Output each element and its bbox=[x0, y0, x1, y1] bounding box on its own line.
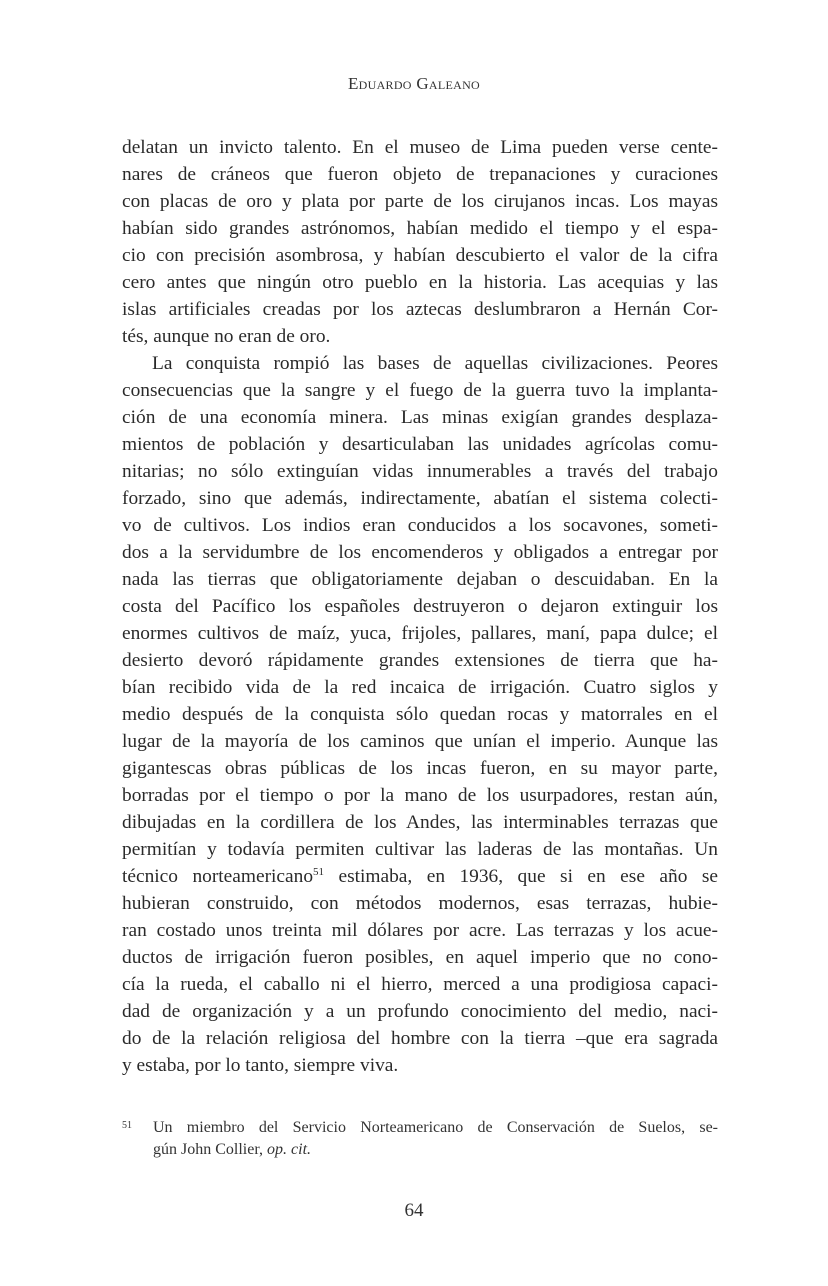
text-line: nada las tierras que obligatoriamente dejaban o descuidaban. En la bbox=[122, 569, 718, 590]
text-line: consecuencias que la sangre y el fuego de la guerra tuvo la implanta- bbox=[122, 380, 718, 401]
footnote-citation-italic: op. cit. bbox=[267, 1141, 312, 1158]
page-number: 64 bbox=[404, 1200, 424, 1221]
text-line: y estaba, por lo tanto, siempre viva. bbox=[122, 1055, 399, 1076]
text-line: ran costado unos treinta mil dólares por acre. Las terrazas y los acue- bbox=[122, 920, 718, 941]
text-line: delatan un invicto talento. En el museo de Lima pueden verse cente- bbox=[122, 137, 718, 158]
text-line: permitían y todavía permiten cultivar las laderas de las montañas. Un bbox=[122, 839, 718, 860]
text-line: dad de organización y a un profundo conocimiento del medio, naci- bbox=[122, 1001, 718, 1022]
text-line: con placas de oro y plata por parte de los cirujanos incas. Los mayas bbox=[122, 191, 718, 212]
footnote-51 bbox=[122, 1117, 718, 1161]
text-line: bían recibido vida de la red incaica de irrigación. Cuatro siglos y bbox=[122, 677, 718, 698]
footnote-reference-51[interactable]: 51 bbox=[313, 866, 325, 878]
text-line: dos a la servidumbre de los encomenderos y obligados a entregar por bbox=[122, 542, 718, 563]
text-line: nitarias; no sólo extinguían vidas innumerables a través del trabajo bbox=[122, 461, 718, 482]
paragraph-1 bbox=[122, 134, 718, 350]
body-text bbox=[122, 134, 718, 1079]
text-line: mientos de población y desarticulaban las unidades agrícolas comu- bbox=[122, 434, 718, 455]
text-line: vo de cultivos. Los indios eran conducidos a los socavones, someti- bbox=[122, 515, 718, 536]
text-line: ductos de irrigación fueron posibles, en aquel imperio que no cono- bbox=[122, 947, 718, 968]
text-line: costa del Pacífico los españoles destruyeron o dejaron extinguir los bbox=[122, 596, 718, 617]
text-line: enormes cultivos de maíz, yuca, frijoles, pallares, maní, papa dulce; el bbox=[122, 623, 718, 644]
text-line: borradas por el tiempo o por la mano de los usurpadores, restan aún, bbox=[122, 785, 718, 806]
text-line-with-footnote bbox=[122, 863, 718, 890]
text-line: cio con precisión asombrosa, y habían descubierto el valor de la cifra bbox=[122, 245, 718, 266]
text-line: lugar de la mayoría de los caminos que unían el imperio. Aunque las bbox=[122, 731, 718, 752]
text-line: La conquista rompió las bases de aquellas civilizaciones. Peores bbox=[152, 353, 718, 374]
footnote-line bbox=[153, 1139, 718, 1161]
text-line: gigantescas obras públicas de los incas fueron, en su mayor parte, bbox=[122, 758, 718, 779]
text-line: dibujadas en la cordillera de los Andes, las interminables terrazas que bbox=[122, 812, 718, 833]
text-line: medio después de la conquista sólo quedan rocas y matorrales en el bbox=[122, 704, 718, 725]
text-line: nares de cráneos que fueron objeto de trepanaciones y curaciones bbox=[122, 164, 718, 185]
footnote-text-plain: gún John Collier, bbox=[153, 1141, 268, 1158]
text-line: do de la relación religiosa del hombre con la tierra –que era sagrada bbox=[122, 1028, 718, 1049]
text-line: forzado, sino que además, indirectamente, abatían el sistema colecti- bbox=[122, 488, 718, 509]
text-line: ción de una economía minera. Las minas exigían grandes desplaza- bbox=[122, 407, 718, 428]
paragraph-2 bbox=[122, 350, 718, 1079]
footnote-line: Un miembro del Servicio Norteamericano de Conservación de Suelos, se- bbox=[153, 1119, 718, 1136]
text-segment: técnico norteamericano bbox=[122, 866, 314, 887]
text-line: hubieran construido, con métodos modernos, esas terrazas, hubie- bbox=[122, 893, 718, 914]
running-head-author: Eduardo Galeano bbox=[347, 74, 481, 93]
text-line: cía la rueda, el caballo ni el hierro, merced a una prodigiosa capaci- bbox=[122, 974, 718, 995]
text-line: cero antes que ningún otro pueblo en la historia. Las acequias y las bbox=[122, 272, 718, 293]
text-line: tés, aunque no eran de oro. bbox=[122, 326, 331, 347]
text-line: habían sido grandes astrónomos, habían medido el tiempo y el espa- bbox=[122, 218, 718, 239]
text-line: desierto devoró rápidamente grandes extensiones de tierra que ha- bbox=[122, 650, 718, 671]
text-segment: estimaba, en 1936, que si en ese año se bbox=[324, 866, 718, 887]
text-line: islas artificiales creadas por los aztecas deslumbraron a Hernán Cor- bbox=[122, 299, 718, 320]
footnote-text bbox=[153, 1117, 718, 1161]
footnote-number: 51 bbox=[122, 1120, 132, 1131]
